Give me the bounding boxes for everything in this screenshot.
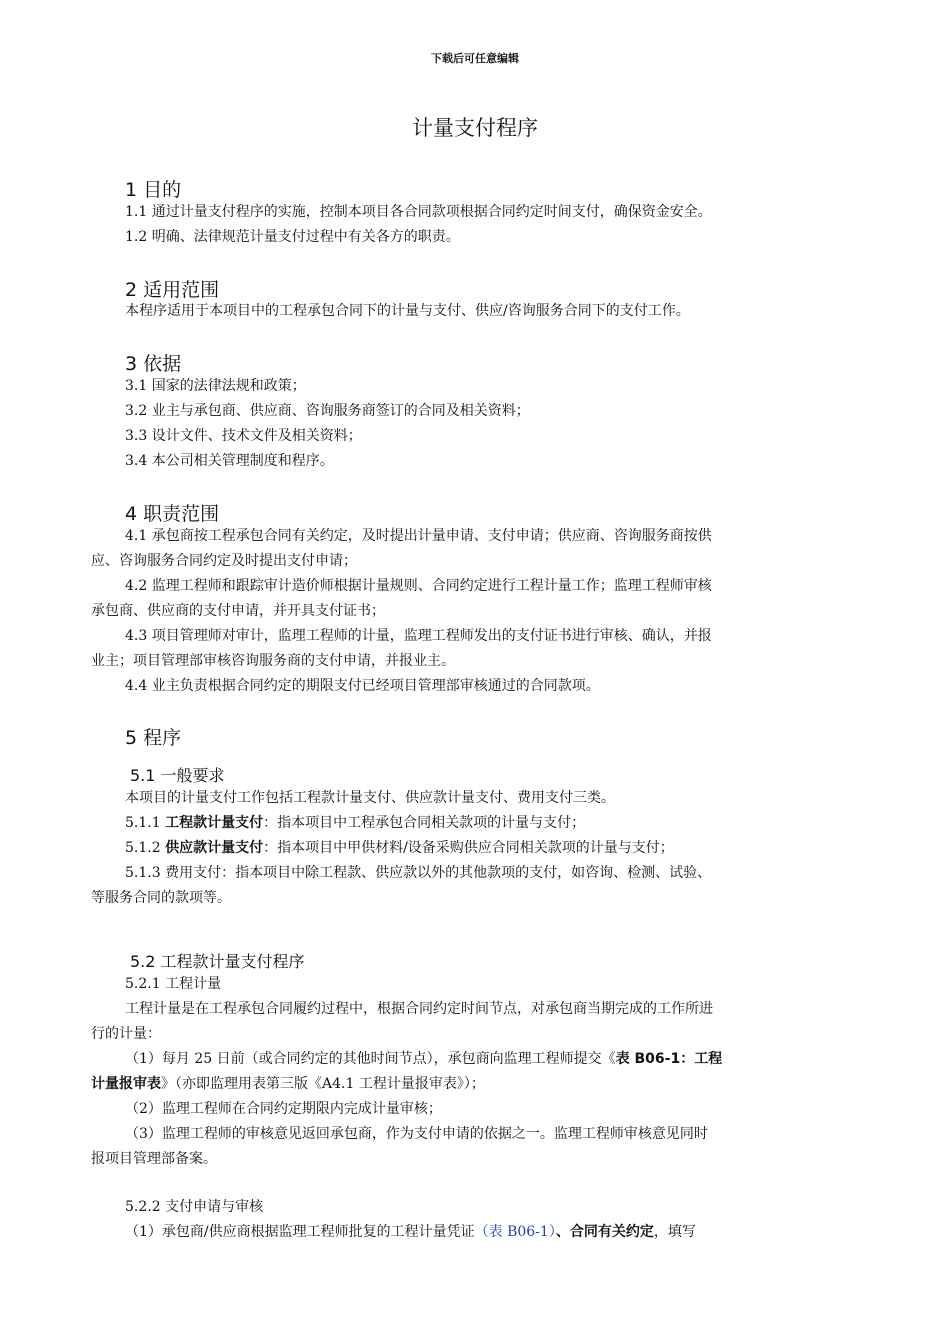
paragraph-5-2-1-line1: 工程计量是在工程承包合同履约过程中，根据合同约定时间节点，对承包商当期完成的工作所进 — [125, 1001, 713, 1017]
paragraph-5-1-3-line1: 5.1.3 费用支付：指本项目中除工程款、供应款以外的其他款项的支付，如咨询、检测、试验、 — [125, 865, 712, 881]
paragraph-3-4: 3.4 本公司相关管理制度和程序。 — [125, 453, 334, 469]
item-number: 5.1.1 — [125, 815, 166, 831]
item-text: ：指本项目中工程承包合同相关款项的计量与支付； — [263, 815, 586, 831]
subsection-heading-5-1: 5.1 一般要求 — [130, 766, 225, 785]
paragraph-3-1: 3.1 国家的法律法规和政策； — [125, 378, 306, 394]
paragraph-5-1-1 — [125, 814, 585, 832]
bold-term: 工程款计量支付 — [165, 815, 264, 831]
section-heading-5: 5 程序 — [125, 727, 182, 749]
paragraph-5-1-2 — [125, 839, 674, 857]
list-item-1-line2 — [91, 1075, 485, 1093]
section-heading-1: 1 目的 — [125, 179, 182, 201]
paragraph-3-2: 3.2 业主与承包商、供应商、咨询服务商签订的合同及相关资料； — [125, 403, 530, 419]
header-watermark: 下载后可任意编辑 — [431, 52, 519, 65]
paragraph-2-1: 本程序适用于本项目中的工程承包合同下的计量与支付、供应/咨询服务合同下的支付工作。 — [125, 303, 690, 319]
paragraph-4-3-line1: 4.3 项目管理师对审计，监理工程师的计量，监理工程师发出的支付证书进行审核、确认，并报 — [125, 628, 712, 644]
list-item-3-line2: 报项目管理部备案。 — [91, 1151, 217, 1167]
paragraph-4-2-line1: 4.2 监理工程师和跟踪审计造价师根据计量规则、合同约定进行工程计量工作；监理工程师审核 — [125, 578, 712, 594]
paragraph-4-1-line1: 4.1 承包商按工程承包合同有关约定，及时提出计量申请、支付申请；供应商、咨询服务商按供 — [125, 528, 712, 544]
list-item-3-line1: （3）监理工程师的审核意见返回承包商，作为支付申请的依据之一。监理工程师审核意见同时 — [125, 1126, 708, 1142]
form-reference: 表 B06-1：工程 — [615, 1051, 723, 1067]
paragraph-5-1-3-line2: 等服务合同的款项等。 — [91, 890, 231, 906]
list-item-2: （2）监理工程师在合同约定期限内完成计量审核； — [125, 1101, 442, 1117]
paragraph-5-2-2-1 — [125, 1223, 696, 1241]
paragraph-3-3: 3.3 设计文件、技术文件及相关资料； — [125, 428, 362, 444]
paragraph-1-1: 1.1 通过计量支付程序的实施，控制本项目各合同款项根据合同约定时间支付，确保资金安全。 — [125, 204, 712, 220]
item-text: （1）每月 25 日前（或合同约定的其他时间节点），承包商向监理工程师提交《 — [125, 1051, 616, 1067]
section-heading-3: 3 依据 — [125, 353, 182, 375]
section-heading-4: 4 职责范围 — [125, 503, 220, 525]
paragraph-5-1-0: 本项目的计量支付工作包括工程款计量支付、供应款计量支付、费用支付三类。 — [125, 790, 615, 806]
form-reference-link: （表 B06-1） — [474, 1224, 556, 1240]
paragraph-1-2: 1.2 明确、法律规范计量支付过程中有关各方的职责。 — [125, 229, 460, 245]
subheading-5-2-2: 5.2.2 支付申请与审核 — [125, 1199, 264, 1215]
form-reference: 计量报审表 — [91, 1076, 161, 1092]
list-item-1-line1 — [125, 1050, 722, 1068]
paragraph-4-2-line2: 承包商、供应商的支付申请，并开具支付证书； — [91, 603, 385, 619]
paragraph-5-2-1-line2: 行的计量： — [91, 1026, 161, 1042]
item-text: （1）承包商/供应商根据监理工程师批复的工程计量凭证 — [125, 1224, 475, 1240]
item-text: ：指本项目中甲供材料/设备采购供应合同相关款项的计量与支付； — [263, 840, 674, 856]
item-number: 5.1.2 — [125, 840, 166, 856]
paragraph-4-4: 4.4 业主负责根据合同约定的期限支付已经项目管理部审核通过的合同款项。 — [125, 678, 600, 694]
paragraph-4-3-line2: 业主；项目管理部审核咨询服务商的支付申请，并报业主。 — [91, 653, 455, 669]
bold-term: 供应款计量支付 — [165, 840, 264, 856]
subsection-heading-5-2: 5.2 工程款计量支付程序 — [130, 952, 305, 971]
bold-term: 、合同有关约定 — [555, 1224, 654, 1240]
item-text: 》（亦即监理用表第三版《A4.1 工程计量报审表》）； — [161, 1076, 485, 1092]
page-title: 计量支付程序 — [412, 116, 538, 140]
paragraph-4-1-line2: 应、咨询服务合同约定及时提出支付申请； — [91, 553, 357, 569]
section-heading-2: 2 适用范围 — [125, 279, 220, 301]
item-text: ，填写 — [653, 1224, 696, 1240]
subheading-5-2-1: 5.2.1 工程计量 — [125, 976, 222, 992]
